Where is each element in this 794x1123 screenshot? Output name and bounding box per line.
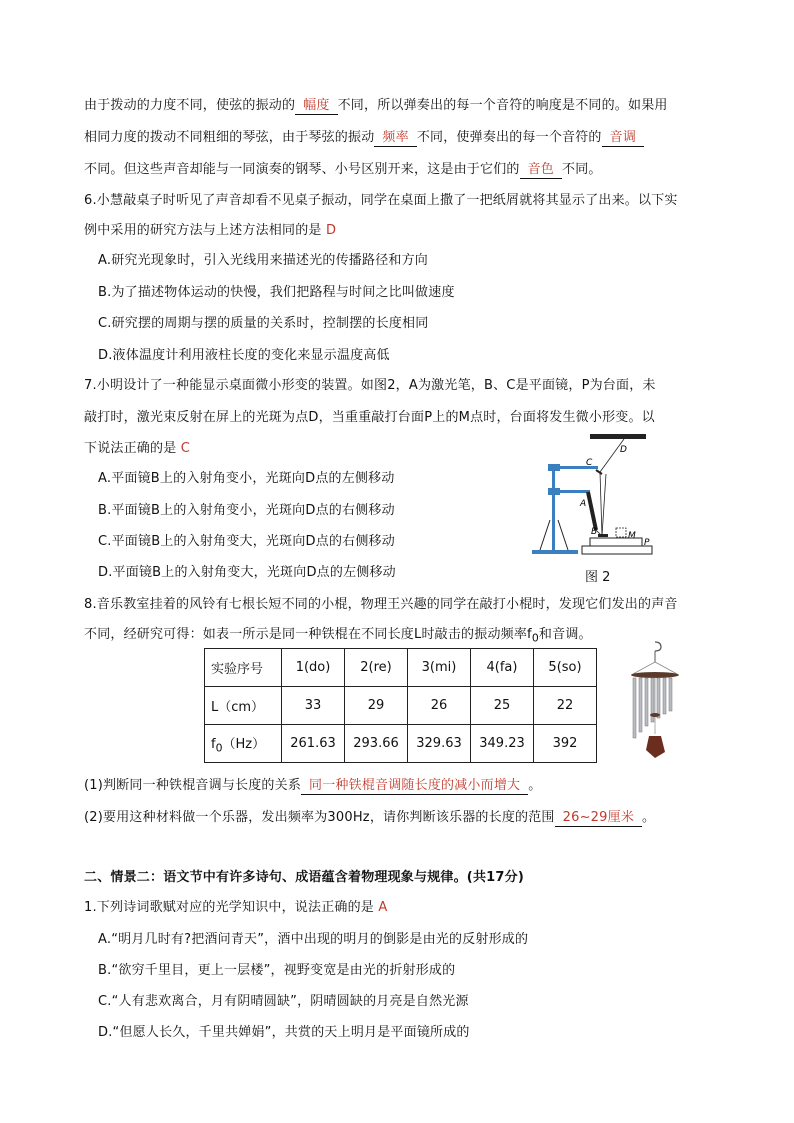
clamp-arm-upper: [560, 466, 598, 469]
q8-sub-2: [84, 806, 655, 827]
text: 不同，经研究可得：如表一所示是同一种铁棍在不同长度L时敲击的振动频率f: [84, 627, 532, 642]
q6-option-d: D.液体温度计利用液柱长度的变化来显示温度高低: [98, 348, 390, 363]
q7-answer: C: [180, 441, 191, 456]
text: 相同力度的拨动不同粗细的琴弦，由于琴弦的振动: [84, 130, 375, 145]
table-cell: 293.66: [345, 725, 408, 763]
text: 和音调。: [538, 627, 592, 642]
table-cell: 392: [534, 725, 597, 763]
table-cell: 26: [408, 687, 471, 725]
figure-2-apparatus: [520, 430, 660, 565]
intro-line-3: [84, 158, 602, 179]
answer-blank: 同一种铁棍音调随长度的减小而增大: [301, 778, 528, 795]
label-b: B: [591, 527, 598, 537]
answer-blank: 音色: [520, 162, 562, 179]
table-cell: 29: [345, 687, 408, 725]
screen: [590, 434, 646, 439]
q7-stem-3: [84, 437, 190, 456]
q6-option-c: C.研究摆的周期与摆的质量的关系时，控制摆的长度相同: [98, 316, 429, 331]
q8-stem-1: 8.音乐教室挂着的风铃有七根长短不同的小棍，物理王兴趣的同学在敲打小棍时，发现它们发出的声音: [84, 597, 678, 612]
table-p: [582, 546, 652, 554]
s2-q1-option-c: C.“人有悲欢离合，月有阴晴圆缺”，阴晴圆缺的月亮是自然光源: [98, 994, 469, 1009]
label-d: D: [620, 445, 627, 455]
clamp-arm-lower: [560, 490, 590, 493]
text: 下说法正确的是: [84, 441, 177, 456]
table-cell: 22: [534, 687, 597, 725]
s2-q1-option-a: A.“明月几时有?把酒问青天”，酒中出现的明月的倒影是由光的反射形成的: [98, 932, 529, 947]
q6-option-a: A.研究光现象时，引入光线用来描述光的传播路径和方向: [98, 253, 428, 268]
text: f: [211, 736, 216, 752]
stand-rod: [552, 464, 555, 552]
q7-option-c: C.平面镜B上的入射角变大，光斑向D点的右侧移动: [98, 534, 395, 549]
text: 不同。但这些声音却能与一同演奏的钢琴、小号区别开来，这是由于它们的: [84, 162, 520, 177]
text: (2)要用这种材料做一个乐器，发出频率为300Hz，请你判断该乐器的长度的范围: [84, 810, 555, 825]
table-header-cell: 2(re): [345, 649, 408, 687]
section-2-heading: 二、情景二：语文节中有许多诗句、成语蕴含着物理现象与规律。(共17分): [84, 870, 524, 885]
text: (1)判断同一种铁棍音调与长度的关系: [84, 778, 302, 793]
subscript: 0: [215, 741, 223, 755]
table-row: [205, 687, 597, 725]
table-cell: 33: [282, 687, 345, 725]
answer-blank: 幅度: [295, 98, 337, 115]
q6-stem-1: 6.小慧敲桌子时听见了声音却看不见桌子振动，同学在桌面上撒了一把纸屑就将其显示了出来。以下实: [84, 193, 678, 208]
q8-stem-2: [84, 623, 592, 645]
text: 不同，所以弹奏出的每一个音符的响度是不同的。如果用: [337, 98, 668, 113]
text: 例中采用的研究方法与上述方法相同的是: [84, 223, 322, 238]
text: 。: [528, 778, 542, 793]
text: （Hz）: [222, 736, 266, 752]
table-header-cell: 实验序号: [205, 649, 282, 687]
experiment-table: [204, 648, 597, 763]
table-row: [205, 725, 597, 763]
figure-2-caption: 图 2: [585, 570, 611, 585]
table-cell: 329.63: [408, 725, 471, 763]
text: 不同。: [562, 162, 602, 177]
label-a: A: [580, 499, 587, 509]
table-header-cell: 3(mi): [408, 649, 471, 687]
s2-q1-option-b: B.“欲穷千里目，更上一层楼”，视野变宽是由光的折射形成的: [98, 963, 456, 978]
q7-stem-1: 7.小明设计了一种能显示桌面微小形变的装置。如图2，A为激光笔，B、C是平面镜，P为台面，未: [84, 378, 656, 393]
laser-pen-a: [588, 492, 596, 530]
table-cell: 349.23: [471, 725, 534, 763]
text: 。: [642, 810, 656, 825]
table-row-label: L（cm）: [205, 687, 282, 725]
intro-line-2: [84, 126, 644, 147]
intro-line-1: [84, 94, 668, 115]
label-c: C: [586, 458, 593, 468]
text: 1.下列诗词歌赋对应的光学知识中，说法正确的是: [84, 900, 375, 915]
label-p: P: [644, 538, 650, 548]
subscript: 0: [531, 631, 539, 645]
q7-stem-2: 敲打时，激光束反射在屏上的光斑为点D，当重重敲打台面P上的M点时，台面将发生微小形变。以: [84, 410, 655, 425]
text: 不同，使弹奏出的每一个音符的: [416, 130, 602, 145]
point-m-marker: [616, 528, 626, 537]
mirror-b: [598, 534, 608, 537]
answer-blank: 26~29厘米: [555, 810, 642, 827]
table-cell: 261.63: [282, 725, 345, 763]
q7-option-b: B.平面镜B上的入射角变小，光斑向D点的右侧移动: [98, 503, 395, 518]
table-header-cell: 1(do): [282, 649, 345, 687]
chime-wind-sail: [646, 736, 665, 758]
s2-q1-answer: A: [378, 900, 388, 915]
q7-option-d: D.平面镜B上的入射角变大，光斑向D点的左侧移动: [98, 565, 396, 580]
q6-answer: D: [325, 223, 337, 238]
s2-q1-stem: [84, 896, 387, 915]
table-header-row: [205, 649, 597, 687]
answer-blank: 频率: [374, 130, 416, 147]
label-m: M: [628, 531, 636, 541]
text: 由于拨动的力度不同，使弦的振动的: [84, 98, 296, 113]
answer-blank: 音调: [602, 130, 644, 147]
q8-sub-1: [84, 774, 541, 795]
table-header-cell: 4(fa): [471, 649, 534, 687]
q6-stem-2: [84, 219, 336, 238]
q7-option-a: A.平面镜B上的入射角变小，光斑向D点的左侧移动: [98, 471, 395, 486]
q6-option-b: B.为了描述物体运动的快慢，我们把路程与时间之比叫做速度: [98, 285, 455, 300]
table-header-cell: 5(so): [534, 649, 597, 687]
table-row-label: [205, 725, 282, 763]
table-cell: 25: [471, 687, 534, 725]
wind-chime-image: [625, 640, 685, 760]
s2-q1-option-d: D.“但愿人长久，千里共婵娟”，共赏的天上明月是平面镜所成的: [98, 1025, 470, 1040]
